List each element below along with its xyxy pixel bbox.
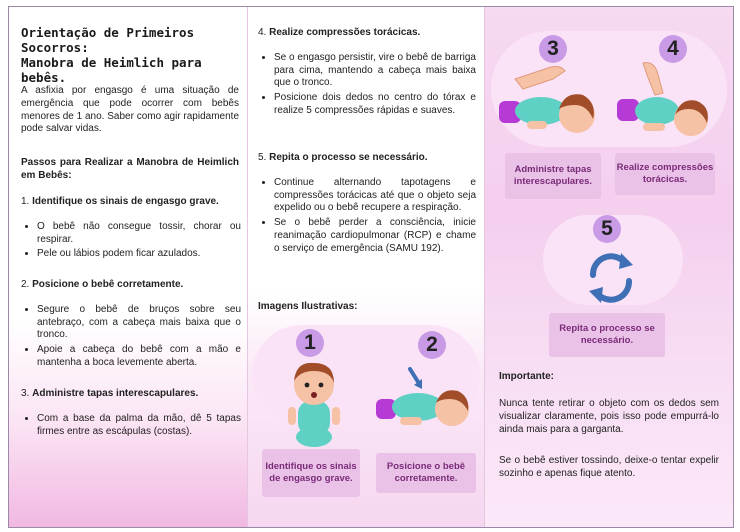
title-line-2: Manobra de Heimlich para bebês. <box>21 55 202 85</box>
step-4-bullet: • Se o engasgo persistir, vire o bebê de barriga para cima, mantendo a cabeça mais baixa que o tronco. <box>274 52 476 90</box>
step-1-number: 1. <box>21 196 30 207</box>
steps-heading: Passos para Realizar a Manobra de Heimlich em Bebês: <box>21 157 239 181</box>
caption-2: Posicione o bebê corretamente. <box>376 453 476 493</box>
brochure-sheet <box>8 6 734 528</box>
illustration-number-3: 3 <box>539 35 567 63</box>
step-5-number: 5. <box>258 152 267 163</box>
baby-choking-illustration <box>274 359 354 449</box>
baby-face-down-illustration <box>370 363 480 433</box>
step-1-title: Identifique os sinais de engasgo grave. <box>32 196 219 207</box>
caption-5: Repita o processo se necessário. <box>549 313 665 357</box>
step-3-bullet: • Com a base da palma da mão, dê 5 tapas firmes entre as escápulas (costas). <box>37 413 241 439</box>
step-4-title: Realize compressões torácicas. <box>269 27 421 38</box>
title-line-1: Orientação de Primeiros Socorros: <box>21 25 195 55</box>
illustration-number-4: 4 <box>659 35 687 63</box>
step-1-bullet: • Pele ou lábios podem ficar azulados. <box>37 248 241 261</box>
panel-middle <box>248 7 484 527</box>
step-2 <box>21 279 241 372</box>
chest-compressions-illustration <box>613 57 723 147</box>
important-heading: Importante: <box>499 371 554 382</box>
step-3 <box>21 388 241 440</box>
important-paragraph-2: Se o bebê estiver tossindo, deixe-o tentar expelir sozinho e apenas fique atento. <box>499 455 719 479</box>
page-title <box>21 25 241 85</box>
step-4-bullet: • Posicione dois dedos no centro do tórax e realize 5 compressões rápidas e suaves. <box>274 92 476 118</box>
step-1-bullet: • O bebê não consegue tossir, chorar ou respirar. <box>37 221 241 247</box>
repeat-cycle-icon <box>581 247 641 307</box>
intro-paragraph: A asfixia por engasgo é uma situação de emergência que pode ocorrer com bebês menores de 1 ano. Saber como agir rapidamente pode salvar vidas. <box>21 85 239 135</box>
illustration-number-5: 5 <box>593 215 621 243</box>
illustration-number-1: 1 <box>296 329 324 357</box>
caption-3: Administre tapas interescapulares. <box>505 153 601 199</box>
step-2-bullet: • Segure o bebê de bruços sobre seu antebraço, com a cabeça mais baixa que o tronco. <box>37 304 241 342</box>
step-3-title: Administre tapas interescapulares. <box>32 388 199 399</box>
step-4-number: 4. <box>258 27 267 38</box>
illustration-number-2: 2 <box>418 331 446 359</box>
step-2-number: 2. <box>21 279 30 290</box>
panel-right <box>485 7 733 527</box>
back-blows-illustration <box>493 57 603 147</box>
step-5-bullet: • Se o bebê perder a consciência, inicie reanimação cardiopulmonar (RCP) e chame o serviço de emergência (SAMU 192). <box>274 217 476 255</box>
step-1 <box>21 196 241 263</box>
step-4 <box>258 27 476 120</box>
caption-4: Realize compressões torácicas. <box>615 153 715 195</box>
step-5-title: Repita o processo se necessário. <box>269 152 428 163</box>
important-paragraph-1: Nunca tente retirar o objeto com os dedos sem visualizar claramente, pois isso pode empurrá-lo ainda mais para a garganta. <box>499 398 719 435</box>
step-5-bullet: • Continue alternando tapotagens e compressões torácicas até que o objeto seja expelido ou o bebê recupere a respiração. <box>274 177 476 215</box>
step-2-bullet: • Apoie a cabeça do bebê com a mão e mantenha a boca levemente aberta. <box>37 344 241 370</box>
caption-1: Identifique os sinais de engasgo grave. <box>262 449 360 497</box>
step-5 <box>258 152 476 258</box>
panel-left <box>9 7 247 527</box>
step-2-title: Posicione o bebê corretamente. <box>32 279 184 290</box>
step-3-number: 3. <box>21 388 30 399</box>
images-heading: Imagens Ilustrativas: <box>258 301 358 312</box>
